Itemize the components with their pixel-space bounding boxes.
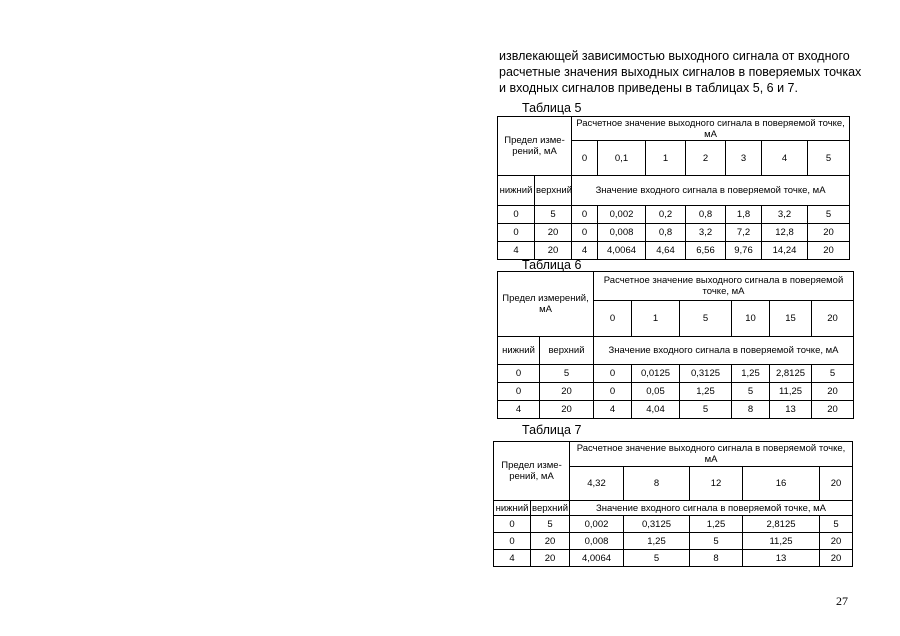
table7-point: 20 — [820, 467, 853, 501]
table-cell: 20 — [535, 224, 572, 242]
table-cell: 2,8125 — [743, 516, 820, 533]
table-cell: 0,8 — [686, 206, 726, 224]
table-cell: 0 — [498, 206, 535, 224]
table7-output-header: Расчетное значение выходного сигнала в поверяемой точке, мА — [570, 442, 853, 467]
table-row — [498, 242, 850, 260]
intro-line: и входных сигналов приведены в таблицах 5, 6 и 7. — [499, 81, 798, 95]
table6-input-header: Значение входного сигнала в поверяемой точке, мА — [594, 337, 854, 365]
table5-output-header: Расчетное значение выходного сигнала в поверяемой точке, мА — [572, 117, 850, 141]
table-cell: 20 — [812, 383, 854, 401]
table-cell: 4 — [498, 242, 535, 260]
table-cell: 4 — [572, 242, 598, 260]
table-cell: 11,25 — [770, 383, 812, 401]
table6-upper-label: верхний — [540, 337, 594, 365]
table-cell: 5 — [531, 516, 570, 533]
table-cell: 0 — [594, 383, 632, 401]
table5 — [497, 116, 850, 260]
page-number: 27 — [836, 594, 848, 608]
table7-upper-label: верхний — [532, 502, 569, 514]
table-cell: 13 — [770, 401, 812, 419]
table5-caption: Таблица 5 — [522, 101, 582, 115]
table-cell: 4,04 — [632, 401, 680, 419]
table7 — [493, 441, 853, 567]
table-cell: 1,25 — [732, 365, 770, 383]
table-cell: 5 — [690, 533, 743, 550]
table-row — [498, 365, 854, 383]
table-cell: 3,2 — [762, 206, 808, 224]
table-cell: 20 — [540, 401, 594, 419]
intro-paragraph — [499, 48, 862, 96]
table-cell: 0,8 — [646, 224, 686, 242]
table-cell: 1,8 — [726, 206, 762, 224]
table6-lower-label: нижний — [498, 337, 540, 365]
table-cell: 20 — [808, 242, 850, 260]
table-cell: 5 — [680, 401, 732, 419]
table-cell: 5 — [812, 365, 854, 383]
table-cell: 0,002 — [598, 206, 646, 224]
table-cell: 13 — [743, 550, 820, 567]
table5-upper-label: верхний — [535, 176, 572, 206]
table-row — [494, 533, 853, 550]
table-cell: 14,24 — [762, 242, 808, 260]
table-cell: 20 — [531, 533, 570, 550]
table-cell: 0,05 — [632, 383, 680, 401]
table-cell: 4 — [494, 550, 531, 567]
table5-limit-header: Предел изме-рений, мА — [498, 117, 572, 176]
table-row — [498, 206, 850, 224]
table-cell: 0 — [494, 533, 531, 550]
table-cell: 20 — [531, 550, 570, 567]
table-cell: 1,25 — [624, 533, 690, 550]
table-row — [494, 516, 853, 533]
table-cell: 0,0125 — [632, 365, 680, 383]
table-cell: 20 — [820, 550, 853, 567]
table7-point: 16 — [743, 467, 820, 501]
table6-point: 0 — [594, 301, 632, 337]
table-cell: 9,76 — [726, 242, 762, 260]
table-cell: 20 — [540, 383, 594, 401]
table5-point: 4 — [762, 141, 808, 176]
table-row — [498, 224, 850, 242]
table-cell: 8 — [690, 550, 743, 567]
table-cell: 2,8125 — [770, 365, 812, 383]
table-cell: 20 — [535, 242, 572, 260]
table-cell: 0 — [594, 365, 632, 383]
table-cell: 4 — [498, 401, 540, 419]
table5-point: 1 — [646, 141, 686, 176]
table-cell: 20 — [808, 224, 850, 242]
table-cell: 0,3125 — [680, 365, 732, 383]
table7-point: 12 — [690, 467, 743, 501]
table-cell: 0 — [572, 206, 598, 224]
table5-point: 2 — [686, 141, 726, 176]
table7-point: 4,32 — [570, 467, 624, 501]
table-row — [494, 550, 853, 567]
table-cell: 1,25 — [690, 516, 743, 533]
table5-point: 0 — [572, 141, 598, 176]
table5-point: 0,1 — [598, 141, 646, 176]
table7-point: 8 — [624, 467, 690, 501]
table-cell: 20 — [820, 533, 853, 550]
table6 — [497, 271, 854, 419]
table-cell: 0 — [494, 516, 531, 533]
table-cell: 0,008 — [570, 533, 624, 550]
table6-point: 5 — [680, 301, 732, 337]
table6-output-header: Расчетное значение выходного сигнала в поверяемой точке, мА — [594, 272, 854, 301]
table-cell: 4,64 — [646, 242, 686, 260]
table6-limit-header: Предел измерений, мА — [498, 272, 594, 337]
table-cell: 4,0064 — [598, 242, 646, 260]
table5-point: 3 — [726, 141, 762, 176]
table-cell: 5 — [820, 516, 853, 533]
table-cell: 4,0064 — [570, 550, 624, 567]
table-cell: 0,008 — [598, 224, 646, 242]
table7-caption: Таблица 7 — [522, 423, 582, 437]
table-cell: 0,2 — [646, 206, 686, 224]
table-cell: 5 — [540, 365, 594, 383]
table-cell: 12,8 — [762, 224, 808, 242]
table-cell: 5 — [808, 206, 850, 224]
table-cell: 0 — [498, 224, 535, 242]
table-cell: 3,2 — [686, 224, 726, 242]
table-cell: 5 — [535, 206, 572, 224]
table6-point: 20 — [812, 301, 854, 337]
table5-input-header: Значение входного сигнала в поверяемой точке, мА — [572, 176, 850, 206]
intro-line: извлекающей зависимостью выходного сигнала от входного — [499, 49, 850, 63]
table-cell: 0 — [498, 365, 540, 383]
table5-point: 5 — [808, 141, 850, 176]
table-row — [498, 383, 854, 401]
table6-point: 1 — [632, 301, 680, 337]
table-cell: 4 — [594, 401, 632, 419]
table-cell: 5 — [624, 550, 690, 567]
table-cell: 8 — [732, 401, 770, 419]
table-cell: 20 — [812, 401, 854, 419]
table-cell: 0 — [572, 224, 598, 242]
table5-lower-label: нижний — [498, 176, 535, 206]
table-cell: 5 — [732, 383, 770, 401]
table-cell: 0,002 — [570, 516, 624, 533]
table6-point: 15 — [770, 301, 812, 337]
table-cell: 7,2 — [726, 224, 762, 242]
table-row — [498, 401, 854, 419]
table-cell: 0 — [498, 383, 540, 401]
intro-line: расчетные значения выходных сигналов в поверяемых точках — [499, 65, 862, 79]
table6-caption: Таблица 6 — [522, 258, 582, 272]
table7-lower-label: нижний — [494, 501, 531, 516]
table7-limit-header: Предел изме-рений, мА — [494, 442, 570, 501]
table-cell: 0,3125 — [624, 516, 690, 533]
table6-point: 10 — [732, 301, 770, 337]
table-cell: 1,25 — [680, 383, 732, 401]
table7-input-header: Значение входного сигнала в поверяемой точке, мА — [570, 501, 853, 516]
table-cell: 11,25 — [743, 533, 820, 550]
table-cell: 6,56 — [686, 242, 726, 260]
